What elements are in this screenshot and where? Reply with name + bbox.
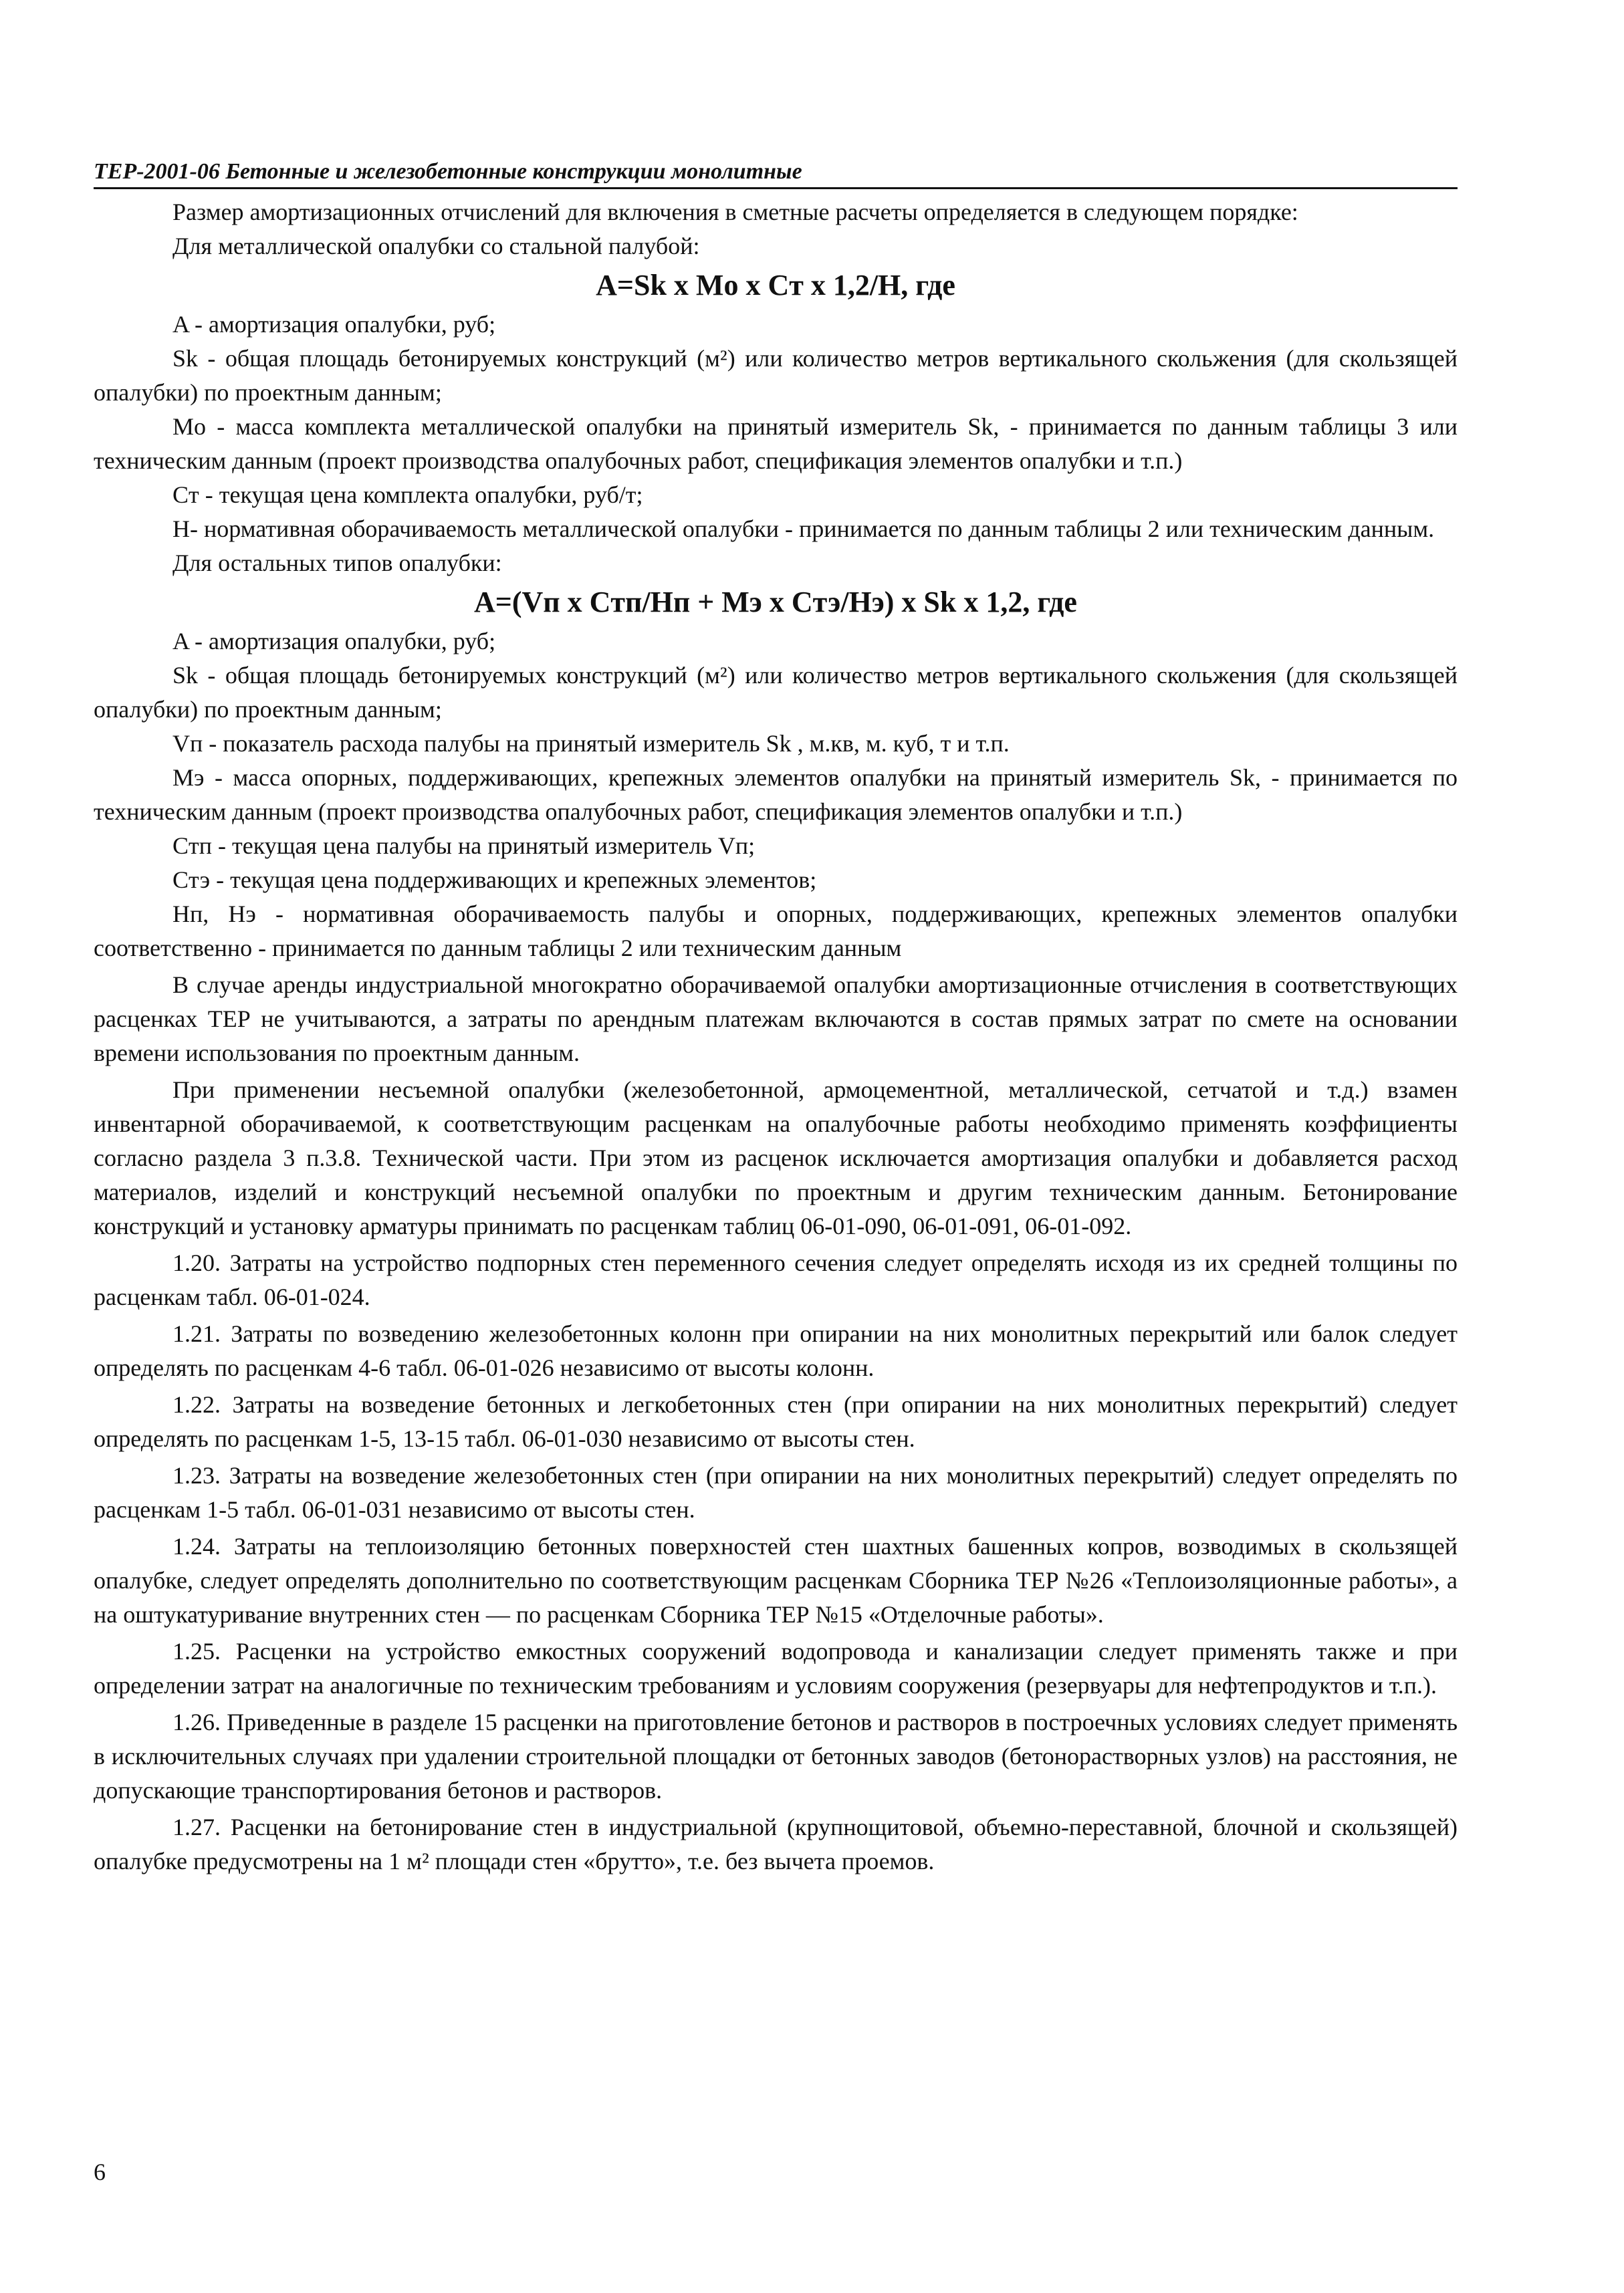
formula-other-formwork: A=(Vп x Cтп/Hп + Mэ x Cтэ/Hэ) x Sk x 1,2, где — [474, 586, 1077, 618]
clause-1-24: 1.24. Затраты на теплоизоляцию бетонных поверхностей стен шахтных башенных копров, возводимых в скользящей опалубке, следует определять дополнительно по соответствующим расценкам Сборника ТЕР №26 «Теплоизоляционные работы», а на оштукатуривание внутренних стен — по расценкам Сборника ТЕР №15 «Отделочные работы». — [94, 1533, 1458, 1628]
paragraph: Для остальных типов опалубки: — [172, 550, 502, 576]
formula-metal-formwork: A=Sk x Mo x Cт x 1,2/H, где — [596, 269, 955, 301]
paragraph: Cтэ - текущая цена поддерживающих и крепежных элементов; — [172, 866, 817, 893]
paragraph: Размер амортизационных отчислений для включения в сметные расчеты определяется в следующем порядке: — [172, 199, 1298, 225]
paragraph: Hп, Hэ - нормативная оборачиваемость палубы и опорных, поддерживающих, крепежных элементов опалубки соответственно - принимается по данным таблицы 2 или техническим данным — [94, 900, 1458, 961]
paragraph: Mэ - масса опорных, поддерживающих, крепежных элементов опалубки на принятый измеритель Sk, - принимается по техническим данным (проект производства опалубочных работ, спецификация элементов опалубки и т.п.) — [94, 764, 1458, 825]
paragraph: Sk - общая площадь бетонируемых конструкций (м²) или количество метров вертикального скольжения (для скользящей опалубки) по проектным данным; — [94, 662, 1458, 723]
running-header: ТЕР-2001-06 Бетонные и железобетонные конструкции монолитные — [94, 159, 1458, 189]
paragraph: Для металлической опалубки со стальной палубой: — [172, 233, 700, 259]
paragraph: H- нормативная оборачиваемость металлической опалубки - принимается по данным таблицы 2 или техническим данным. — [172, 515, 1435, 542]
clause-1-26: 1.26. Приведенные в разделе 15 расценки на приготовление бетонов и растворов в построечных условиях следует применять в исключительных случаях при удалении строительной площадки от бетонных заводов (бетонорастворных узлов) на расстояния, не допускающие транспортирования бетонов и растворов. — [94, 1709, 1458, 1804]
paragraph: Mo - масса комплекта металлической опалубки на принятый измеритель Sk, - принимается по данным таблицы 3 или техническим данным (проект производства опалубочных работ, спецификация элементов опалубки и т.п.) — [94, 413, 1458, 474]
paragraph: A - амортизация опалубки, руб; — [172, 628, 496, 654]
paragraph: Cтп - текущая цена палубы на принятый измеритель Vп; — [172, 832, 756, 859]
page-number: 6 — [94, 2159, 106, 2185]
paragraph: Vп - показатель расхода палубы на принятый измеритель Sk , м.кв, м. куб, т и т.п. — [172, 730, 1010, 757]
clause-1-27: 1.27. Расценки на бетонирование стен в индустриальной (крупнощитовой, объемно-переставной, блочной и скользящей) опалубке предусмотрены на 1 м² площади стен «брутто», т.е. без вычета проемов. — [94, 1814, 1458, 1875]
clause-1-23: 1.23. Затраты на возведение железобетонных стен (при опирании на них монолитных перекрытий) следует определять по расценкам 1-5 табл. 06-01-031 независимо от высоты стен. — [94, 1462, 1458, 1523]
clause-1-22: 1.22. Затраты на возведение бетонных и легкобетонных стен (при опирании на них монолитных перекрытий) следует определять по расценкам 1-5, 13-15 табл. 06-01-030 независимо от высоты стен. — [94, 1391, 1458, 1452]
clause-1-20: 1.20. Затраты на устройство подпорных стен переменного сечения следует определять исходя из их средней толщины по расценкам табл. 06-01-024. — [94, 1249, 1458, 1310]
paragraph: A - амортизация опалубки, руб; — [172, 311, 496, 338]
paragraph: В случае аренды индустриальной многократно оборачиваемой опалубки амортизационные отчисления в соответствующих расценках ТЕР не учитываются, а затраты по арендным платежам включаются в состав прямых затрат по смете на основании времени использования по проектным данным. — [94, 971, 1458, 1066]
clause-1-25: 1.25. Расценки на устройство емкостных сооружений водопровода и канализации следует применять также и при определении затрат на аналогичные по техническим требованиям и условиям сооружения (резервуары для нефтепродуктов и т.п.). — [94, 1638, 1458, 1699]
document-body — [94, 195, 1458, 1879]
paragraph: При применении несъемной опалубки (железобетонной, армоцементной, металлической, сетчатой и т.д.) взамен инвентарной оборачиваемой, к соответствующим расценкам на опалубочные работы необходимо применять коэффициенты согласно раздела 3 п.3.8. Технической части. При этом из расценок исключается амортизация опалубки и добавляется расход материалов, изделий и конструкций несъемной опалубки по проектным и другим техническим данным. Бетонирование конструкций и установку арматуры принимать по расценкам таблиц 06-01-090, 06-01-091, 06-01-092. — [94, 1076, 1458, 1239]
clause-1-21: 1.21. Затраты по возведению железобетонных колонн при опирании на них монолитных перекрытий или балок следует определять по расценкам 4-6 табл. 06-01-026 независимо от высоты колонн. — [94, 1320, 1458, 1381]
paragraph: Sk - общая площадь бетонируемых конструкций (м²) или количество метров вертикального скольжения (для скользящей опалубки) по проектным данным; — [94, 345, 1458, 406]
paragraph: Cт - текущая цена комплекта опалубки, руб/т; — [172, 481, 643, 508]
